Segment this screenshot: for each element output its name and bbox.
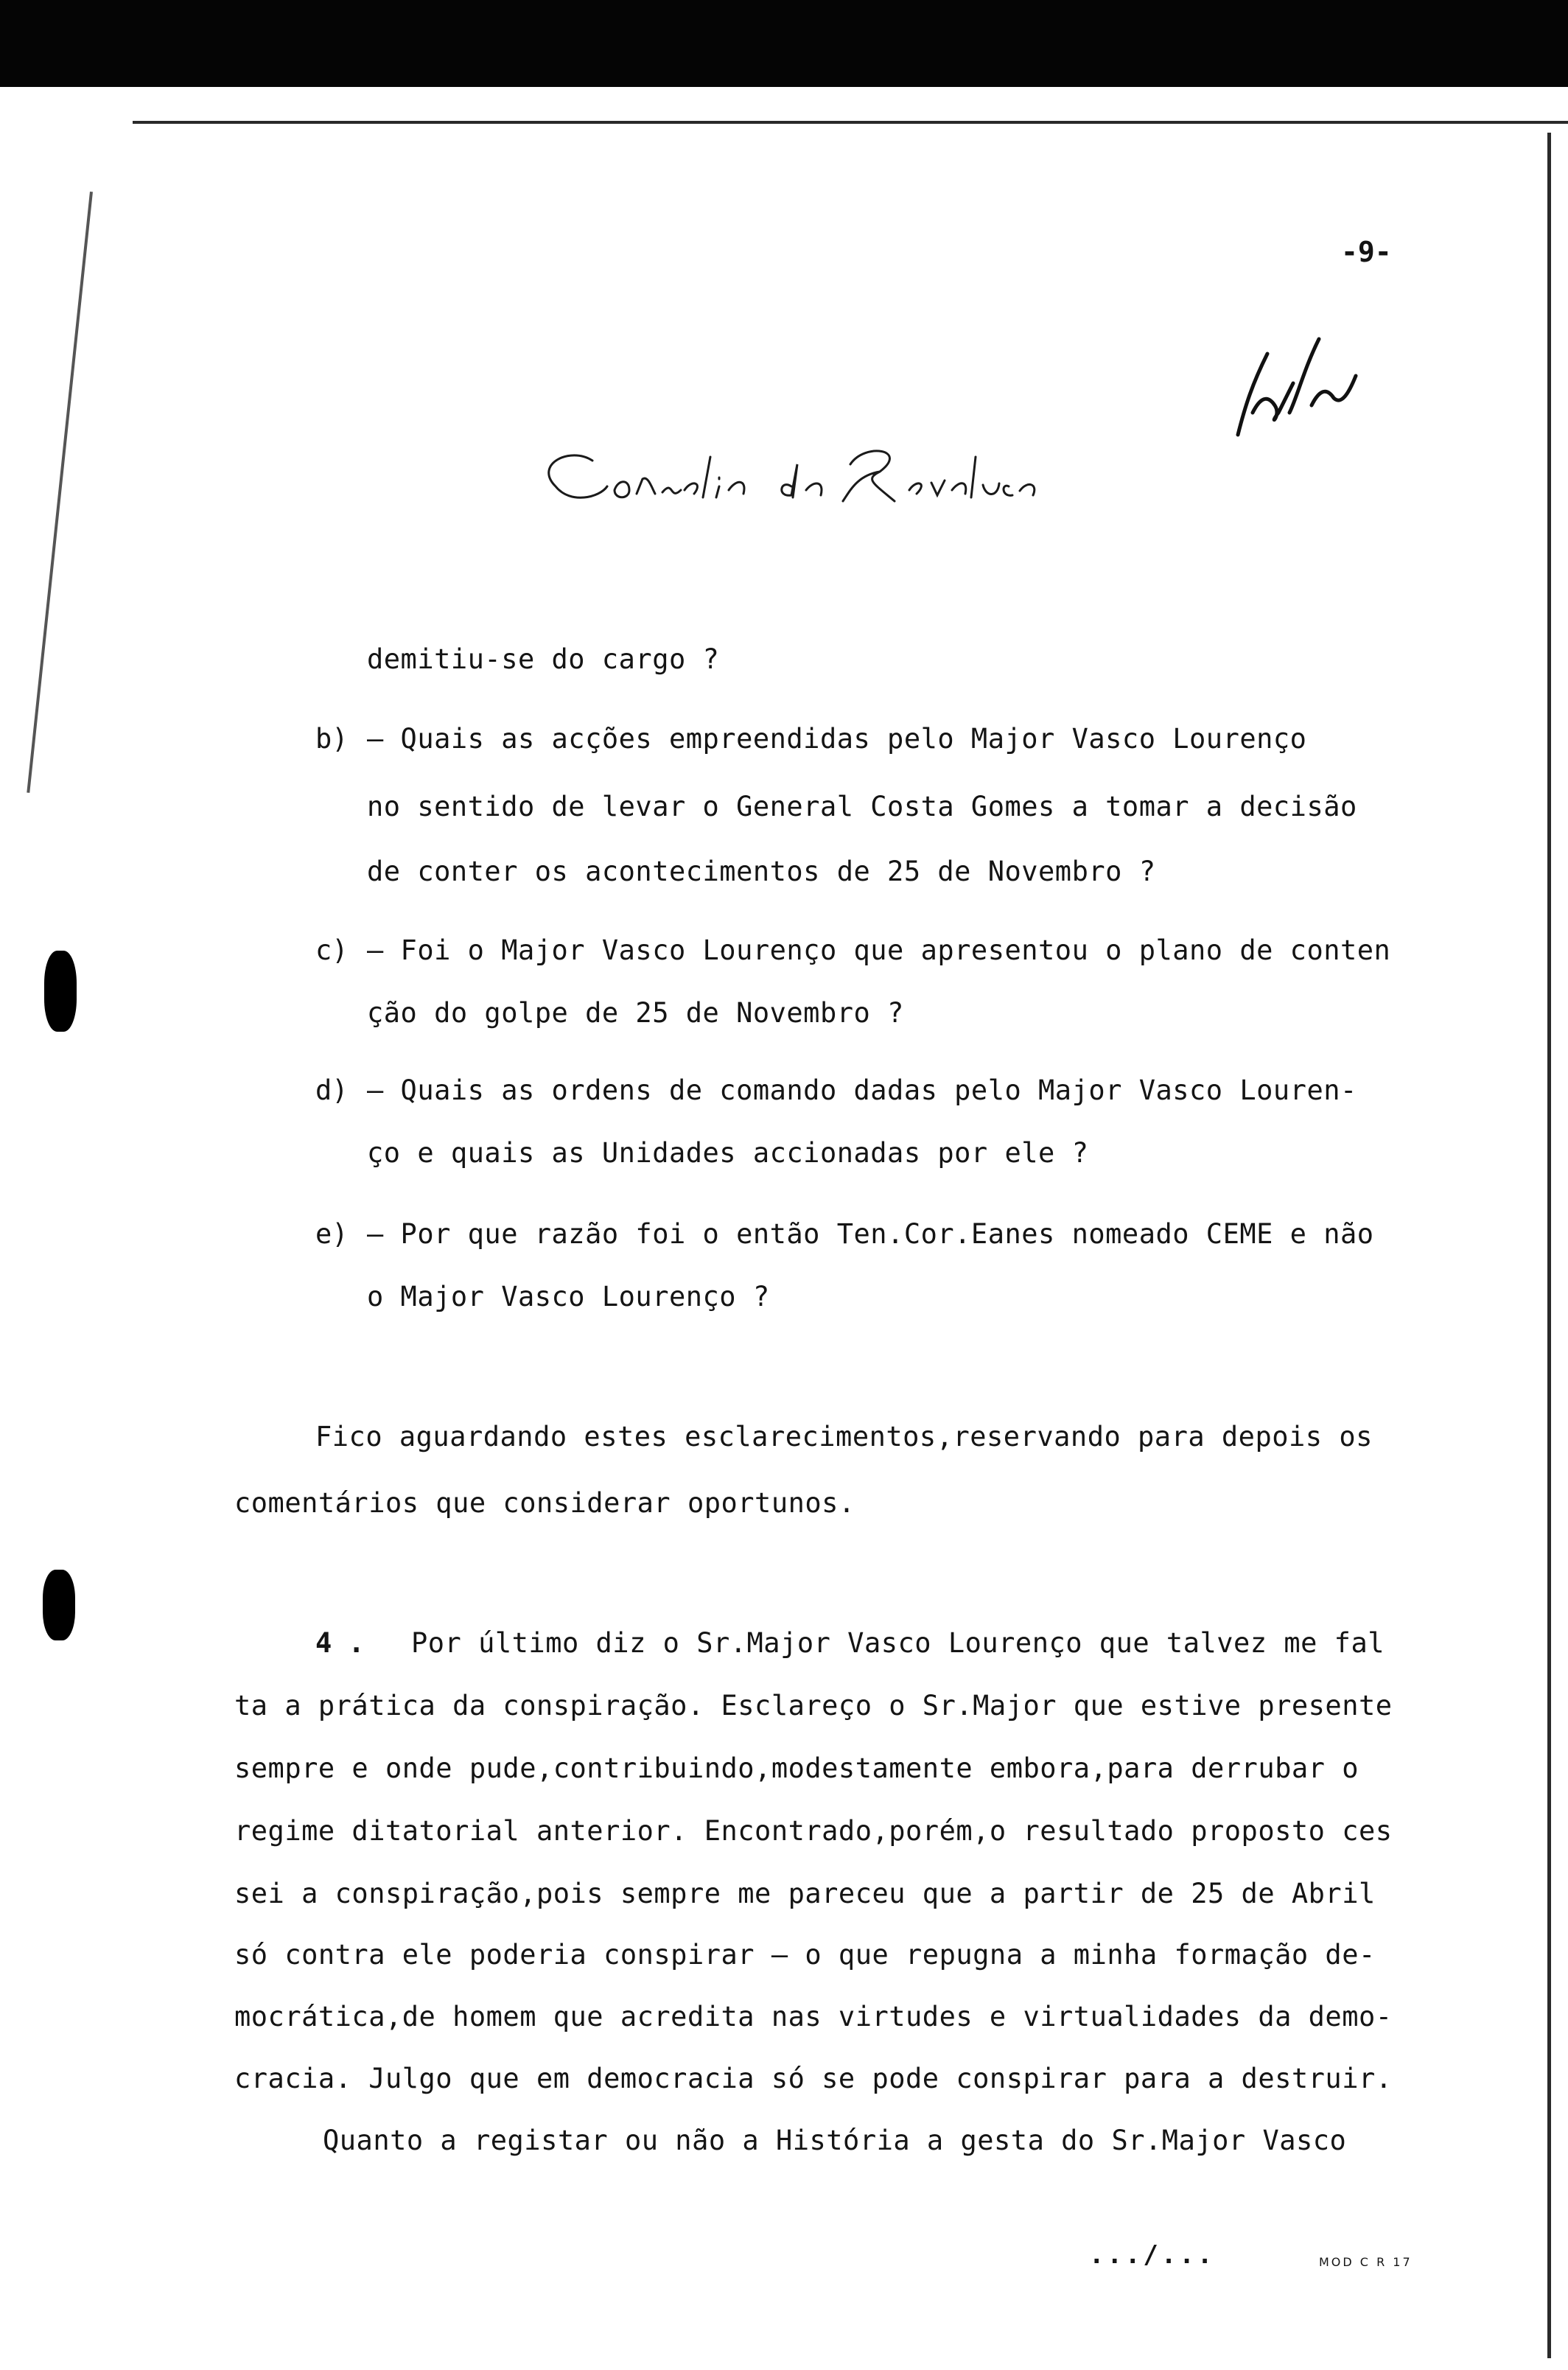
question-marker-d: d) [315,1074,349,1106]
paragraph-4-line-6: só contra ele poderia conspirar — o que repugna a minha formação de- [234,1939,1376,1971]
punch-hole [44,951,77,1032]
paragraph-last-line: Quanto a registar ou não a História a gesta do Sr.Major Vasco [323,2125,1347,2156]
form-code: MOD C R 17 [1319,2255,1413,2269]
question-d-line-2: ço e quais as Unidades accionadas por ele ? [367,1137,1089,1169]
question-c-line-1: — Foi o Major Vasco Lourenço que apresentou o plano de conten [367,934,1391,966]
paragraph-4-line-7: mocrática,de homem que acredita nas virtudes e virtualidades da demo- [234,2001,1393,2032]
letterhead-text [0,435,1568,516]
footer-continuation: .../... [1089,2240,1216,2270]
question-d-line-1: — Quais as ordens de comando dadas pelo Major Vasco Louren- [367,1074,1357,1106]
scan-top-rule [133,121,1568,124]
question-marker-e: e) [315,1218,349,1250]
letterhead [0,435,1568,516]
paragraph-4-line-8: cracia. Julgo que em democracia só se pode conspirar para a destruir. [234,2063,1393,2094]
paragraph-4-number: 4 . [315,1627,365,1659]
question-b-line-3: de conter os acontecimentos de 25 de Novembro ? [367,856,1156,887]
page-number: -9- [1341,236,1392,268]
paragraph-4-line-2: ta a prática da conspiração. Esclareço o Sr.Major que estive presente [234,1690,1393,1721]
question-marker-b: b) [315,723,349,755]
question-b-line-2: no sentido de levar o General Costa Gomes a tomar a decisão [367,791,1357,822]
questions-intro: demitiu-se do cargo ? [367,643,720,675]
question-marker-c: c) [315,934,349,966]
paragraph-wait-line-1: Fico aguardando estes esclarecimentos,reservando para depois os [315,1421,1373,1453]
paragraph-4-line-5: sei a conspiração,pois sempre me pareceu que a partir de 25 de Abril [234,1878,1376,1909]
scan-top-band [0,0,1568,87]
paragraph-4-line-4: regime ditatorial anterior. Encontrado,porém,o resultado proposto ces [234,1815,1393,1847]
question-e-line-1: — Por que razão foi o então Ten.Cor.Eanes nomeado CEME e não [367,1218,1374,1250]
question-b-line-1: — Quais as acções empreendidas pelo Major Vasco Lourenço [367,723,1307,755]
question-c-line-2: ção do golpe de 25 de Novembro ? [367,997,904,1029]
paragraph-4-line-1: Por último diz o Sr.Major Vasco Lourenço que talvez me fal [411,1627,1385,1659]
paragraph-4-line-3: sempre e onde pude,contribuindo,modestamente embora,para derrubar o [234,1752,1359,1784]
paragraph-wait-line-2: comentários que considerar oportunos. [234,1487,855,1519]
question-e-line-2: o Major Vasco Lourenço ? [367,1281,770,1312]
punch-hole [43,1570,75,1640]
